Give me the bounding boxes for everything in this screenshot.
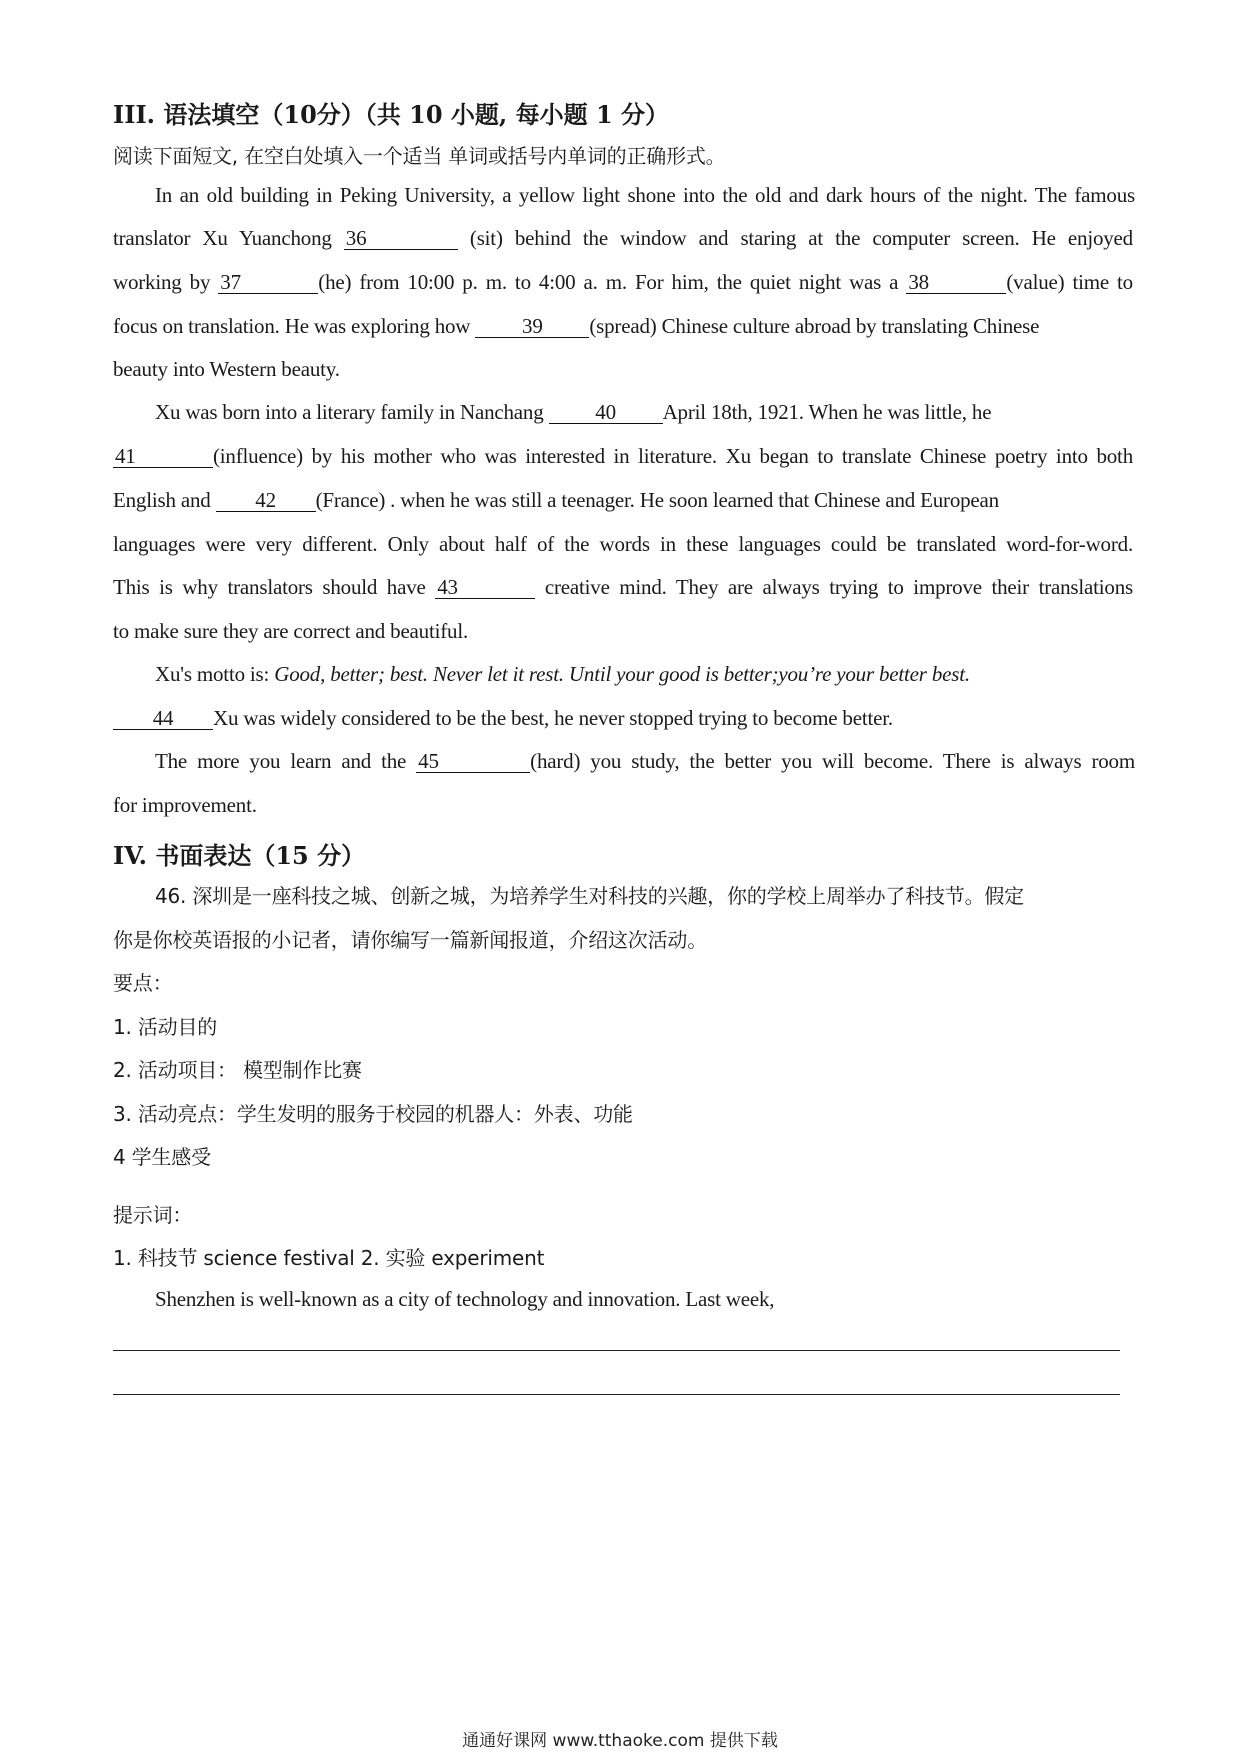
section-4-heading: IV. 书面表达（15 分）: [113, 841, 366, 870]
section-3-instruction: 阅读下面短文, 在空白处填入一个适当 单词或括号内单词的正确形式。: [113, 144, 726, 168]
passage-line: 41 (influence) by his mother who was interested in literature. Xu began to translate Chinese poetry into both: [115, 444, 1133, 468]
essay-starter: Shenzhen is well-known as a city of technology and innovation. Last week,: [155, 1287, 775, 1311]
passage-line: to make sure they are correct and beautiful.: [113, 619, 469, 643]
point-item: 4 学生感受: [113, 1145, 211, 1169]
point-item: 2. 活动项目： 模型制作比赛: [113, 1058, 362, 1082]
section-3-heading: III. 语法填空（10分）（共 10 小题, 每小题 1 分）: [113, 100, 670, 129]
blank-42[interactable]: 42: [216, 489, 316, 512]
passage-line: for improvement.: [113, 793, 257, 817]
blank-44[interactable]: 44: [113, 707, 213, 730]
passage-line: beauty into Western beauty.: [113, 357, 340, 381]
blank-45[interactable]: 45: [416, 750, 530, 773]
points-label: 要点：: [113, 971, 173, 995]
passage-line: Xu's motto is: Good, better; best. Never let it rest. Until your good is better;you’re your better best.: [155, 662, 970, 686]
question-46-line: 46. 深圳是一座科技之城、创新之城，为培养学生对科技的兴趣，你的学校上周举办了科技节。假定: [155, 884, 1024, 908]
blank-37[interactable]: 37: [218, 271, 318, 294]
answer-line[interactable]: [113, 1350, 1120, 1351]
hints-label: 提示词：: [113, 1203, 193, 1227]
motto-text: Good, better; best. Never let it rest. Until your good is better;you’re your better best.: [274, 662, 970, 686]
passage-line: focus on translation. He was exploring how 39 (spread) Chinese culture abroad by translating Chinese: [113, 314, 1040, 338]
passage-line: working by 37 (he) from 10:00 p. m. to 4:00 a. m. For him, the quiet night was a 38 (value) time to: [113, 270, 1133, 294]
hint-words: 1. 科技节 science festival 2. 实验 experiment: [113, 1246, 545, 1270]
passage-line: languages were very different. Only about half of the words in these languages could be translated word-for-word.: [113, 532, 1133, 556]
blank-38[interactable]: 38: [906, 271, 1006, 294]
blank-41[interactable]: 41: [113, 445, 213, 468]
passage-line: English and 42 (France) . when he was still a teenager. He soon learned that Chinese and European: [113, 488, 999, 512]
passage-line: 44 Xu was widely considered to be the best, he never stopped trying to become better.: [113, 706, 1133, 731]
passage-line: Xu was born into a literary family in Nanchang 40 April 18th, 1921. When he was little, he: [155, 400, 992, 424]
footer-source: 通通好课网 www.tthaoke.com 提供下载: [462, 1731, 778, 1751]
question-46-line: 你是你校英语报的小记者，请你编写一篇新闻报道，介绍这次活动。: [113, 928, 707, 952]
blank-39[interactable]: 39: [475, 315, 589, 338]
blank-40[interactable]: 40: [549, 401, 663, 424]
point-item: 1. 活动目的: [113, 1015, 218, 1039]
blank-43[interactable]: 43: [435, 576, 535, 599]
passage-line: In an old building in Peking University, a yellow light shone into the old and dark hours of the night. The famous: [155, 183, 1135, 207]
answer-line[interactable]: [113, 1394, 1120, 1395]
blank-36[interactable]: 36: [344, 227, 458, 250]
passage-line: translator Xu Yuanchong 36 (sit) behind the window and staring at the computer screen. He enjoyed: [113, 226, 1133, 250]
passage-line: The more you learn and the 45 (hard) you study, the better you will become. There is always room: [155, 749, 1135, 773]
point-item: 3. 活动亮点：学生发明的服务于校园的机器人：外表、功能: [113, 1102, 633, 1126]
passage-line: This is why translators should have 43 creative mind. They are always trying to improve their translations: [113, 575, 1133, 599]
